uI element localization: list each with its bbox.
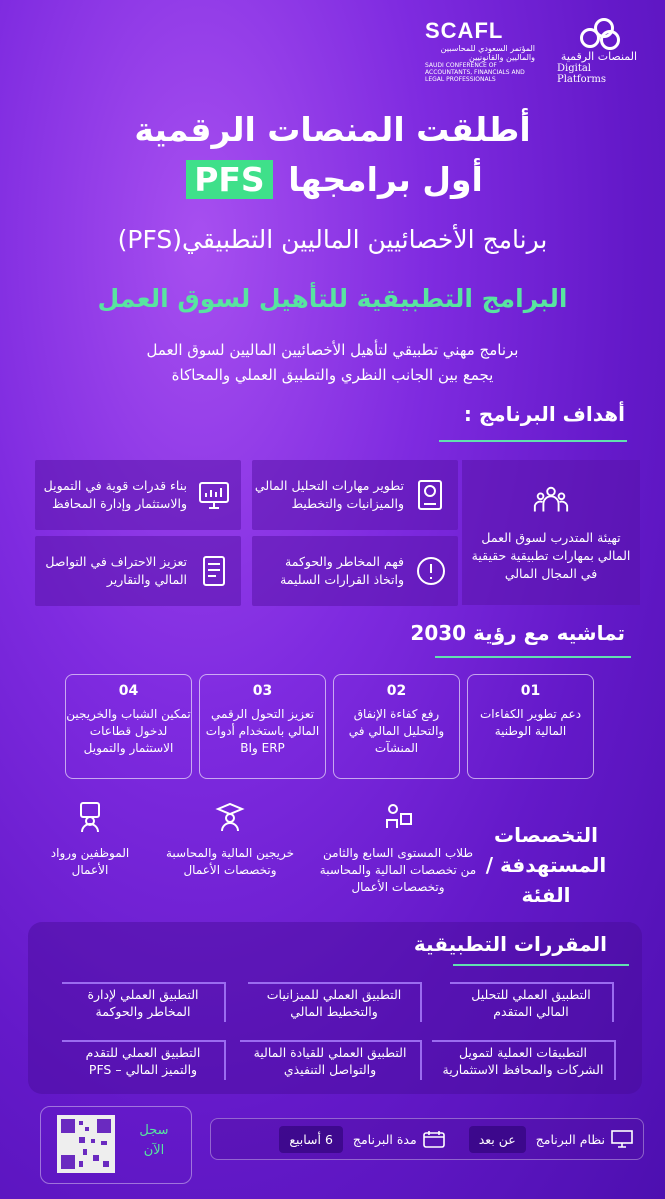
- audience-text-3: الموظفين ورواد الأعمال: [50, 846, 130, 877]
- register-box[interactable]: [40, 1106, 192, 1184]
- vision-text-2: رفع كفاءة الإنفاق والتحليل المالي في المنشآت: [348, 707, 445, 755]
- duration-value: 6 أسابيع: [279, 1126, 343, 1153]
- goal-card-3: [252, 536, 458, 606]
- system-value: عن بعد: [469, 1126, 526, 1153]
- goal-text-2: بناء قدرات قوية في التمويل والاستثمار وإدارة المحافظ: [43, 478, 187, 511]
- vision-card-4: [65, 674, 192, 779]
- vision-underline: [435, 656, 631, 658]
- scafl-wordmark: SCAFL: [425, 18, 504, 43]
- vision-text-4: تمكين الشباب والخريجين لدخول قطاعات الاستثمار والتمويل: [66, 707, 191, 755]
- goals-title: أهداف البرنامج :: [463, 402, 625, 426]
- employee-icon: [73, 800, 107, 834]
- audience-item-1: [318, 800, 478, 896]
- courses-underline: [453, 964, 629, 966]
- financial-analysis-icon: [414, 478, 448, 512]
- audience-text-1: طلاب المستوى السابع والثامن من تخصصات المالية والمحاسبة وتخصصات الأعمال: [319, 846, 477, 894]
- vision-title: تماشيه مع رؤية 2030: [410, 621, 625, 645]
- courses-title: المقررات التطبيقية: [413, 932, 607, 956]
- register-now-link[interactable]: سجل الآن: [139, 1123, 169, 1158]
- graduate-icon: [213, 800, 247, 834]
- qr-code-icon[interactable]: [57, 1115, 115, 1173]
- course-1: التطبيق العملي للتحليل المالي المتقدم: [450, 982, 614, 1022]
- vision-card-2: [333, 674, 460, 779]
- goal-text-1: تطوير مهارات التحليل المالي والميزانيات والتخطيط: [254, 478, 404, 511]
- course-4: التطبيقات العملية لتمويل الشركات والمحافظ الاستثمارية: [432, 1040, 616, 1080]
- student-desk-icon: [381, 800, 415, 834]
- team-icon: [532, 483, 570, 521]
- course-2: التطبيق العملي للميزانيات والتخطيط المالي: [248, 982, 422, 1022]
- vision-text-1: دعم تطوير الكفاءات المالية الوطنية: [479, 707, 582, 738]
- headline-line2: [0, 160, 665, 199]
- audience-item-2: [160, 800, 300, 879]
- description-line2: يجمع بين الجانب النظري والتطبيق العملي والمحاكاة: [171, 366, 494, 384]
- audience-title: التخصصات المستهدفة / الفئة: [485, 823, 607, 907]
- risk-warning-icon: [414, 554, 448, 588]
- course-6: التطبيق العملي للتقدم والتميز المالي – PFS: [62, 1040, 226, 1080]
- report-icon: [197, 554, 231, 588]
- goal-text-4: تعزيز الاحتراف في التواصل المالي والتقارير: [45, 554, 187, 587]
- vision-num-3: 03: [252, 683, 273, 699]
- goal-text-3: فهم المخاطر والحوكمة واتخاذ القرارات السليمة: [280, 554, 404, 587]
- dp-english-name: Digital Platforms: [557, 63, 607, 85]
- digital-platforms-logo: [557, 18, 641, 85]
- scafl-arabic-name: المؤتمر السعودي للمحاسبين والماليين والقانونيين: [440, 44, 535, 62]
- system-label: نظام البرنامج: [535, 1131, 605, 1147]
- vision-num-2: 02: [386, 683, 407, 699]
- goal-main-text: تهيئة المتدرب لسوق العمل المالي بمهارات تطبيقية حقيقية في المجال المالي: [471, 529, 631, 581]
- vision-card-1: [467, 674, 594, 779]
- headline-line2-text: أول برامجها: [288, 160, 483, 199]
- vision-text-3: تعزيز التحول الرقمي المالي باستخدام أدوات ERP وBI: [205, 707, 320, 755]
- course-3: التطبيق العملي لإدارة المخاطر والحوكمة: [62, 982, 226, 1022]
- goal-main-card: [462, 460, 640, 605]
- duration-label: مدة البرنامج: [352, 1131, 417, 1147]
- duration-label-group: [343, 1130, 455, 1148]
- goals-underline: [439, 440, 627, 442]
- scafl-logo: [425, 18, 535, 83]
- calendar-icon: [423, 1130, 445, 1148]
- audience-item-3: [40, 800, 140, 879]
- screen-icon: [611, 1130, 633, 1148]
- description-line1: برنامج مهني تطبيقي لتأهيل الأخصائيين الماليين لسوق العمل: [146, 341, 519, 359]
- headline-line1: أطلقت المنصات الرقمية: [134, 110, 531, 149]
- dp-arabic-name: المنصات الرقمية: [560, 50, 638, 63]
- program-info-bar: [210, 1118, 644, 1160]
- course-5: التطبيق العملي للقيادة المالية والتواصل التنفيذي: [240, 1040, 422, 1080]
- scafl-english-name: SAUDI CONFERENCE OF ACCOUNTANTS, FINANCIALS AND LEGAL PROFESSIONALS: [425, 62, 525, 83]
- program-description: [0, 338, 665, 388]
- audience-text-2: خريجين المالية والمحاسبة وتخصصات الأعمال: [165, 846, 295, 877]
- goal-card-4: [35, 536, 241, 606]
- pfs-badge: PFS: [186, 160, 273, 199]
- vision-card-3: [199, 674, 326, 779]
- vision-num-1: 01: [520, 683, 541, 699]
- system-label-group: [526, 1130, 643, 1148]
- logos: [425, 18, 641, 85]
- program-tagline: البرامج التطبيقية للتأهيل لسوق العمل: [97, 284, 568, 313]
- digital-platforms-icon: [580, 18, 618, 48]
- program-name: برنامج الأخصائيين الماليين التطبيقي(PFS): [117, 225, 548, 254]
- monitor-chart-icon: [197, 478, 231, 512]
- goal-card-2: [35, 460, 241, 530]
- vision-num-4: 04: [118, 683, 139, 699]
- goal-card-1: [252, 460, 458, 530]
